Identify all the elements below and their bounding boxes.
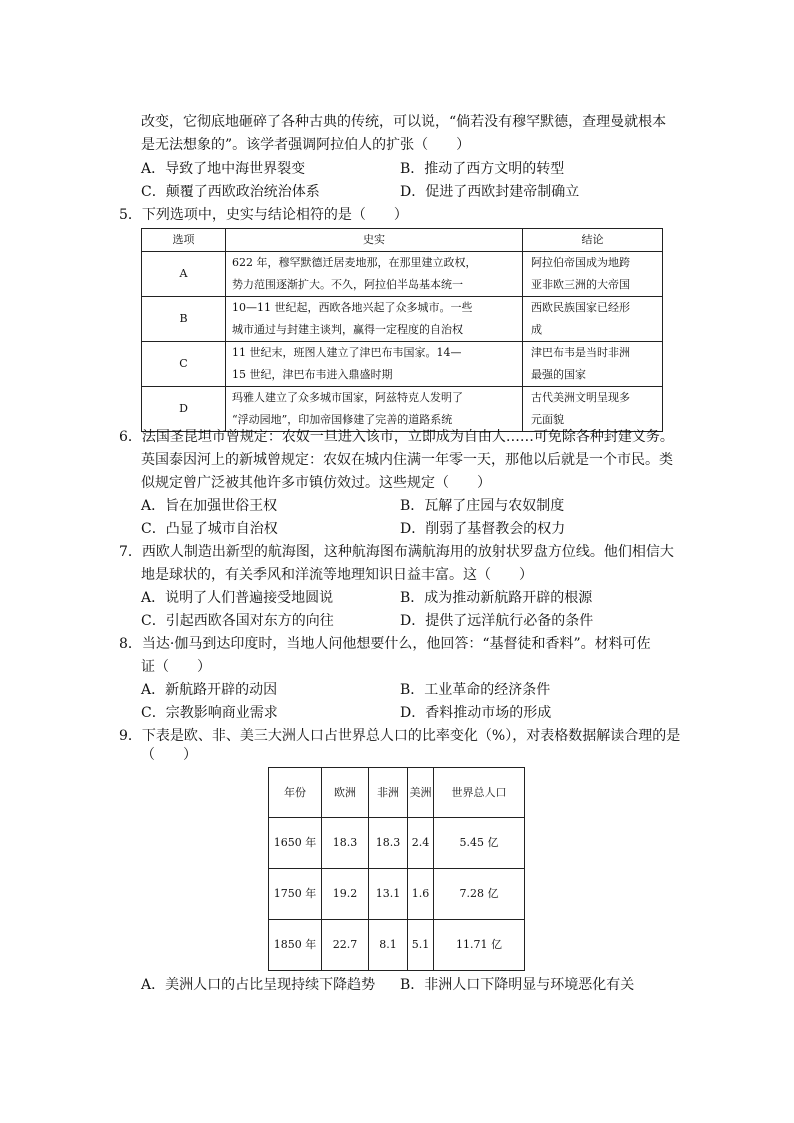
row-option: B [142,297,226,342]
conclusion-line: 最强的国家 [531,368,586,381]
table-row [142,252,663,297]
q6-option-a: A．旨在加强世俗王权 [141,498,278,514]
q6-option-d: D．削弱了基督教会的权力 [400,521,566,537]
table-header-africa: 非洲 [369,768,408,818]
q8-option-c: C．宗教影响商业需求 [141,705,278,721]
q8-option-d: D．香料推动市场的形成 [400,705,552,721]
q6-stem-line1: 6．法国圣昆坦市曾规定：农奴一旦进入该市，立即成为自由人……可免除各种封建义务。 [119,429,674,445]
fact-line: 622 年，穆罕默德迁居麦地那，在那里建立政权， [232,256,477,269]
table-header-america: 美洲 [408,768,434,818]
row-europe: 19.2 [322,869,369,920]
row-fact [226,252,523,297]
q5-table [141,228,663,432]
conclusion-line: 元面貌 [531,413,564,426]
conclusion-line: 西欧民族国家已经形 [531,301,630,314]
row-america: 5.1 [408,920,434,971]
conclusion-line: 阿拉伯帝国成为地跨 [531,256,630,269]
row-world: 5.45 亿 [434,818,525,869]
row-world: 7.28 亿 [434,869,525,920]
table-header-world: 世界总人口 [434,768,525,818]
row-america: 2.4 [408,818,434,869]
q8-option-a: A．新航路开辟的动因 [141,682,278,698]
table-header-europe: 欧洲 [322,768,369,818]
row-conclusion [523,297,663,342]
table-header-row [269,768,525,818]
row-conclusion [523,387,663,432]
table-header-conclusion: 结论 [523,229,663,252]
row-europe: 18.3 [322,818,369,869]
q7-option-d: D．提供了远洋航行必备的条件 [400,613,594,629]
row-world: 11.71 亿 [434,920,525,971]
row-africa: 18.3 [369,818,408,869]
table-row [142,387,663,432]
row-year: 1850 年 [269,920,322,971]
table-row [142,342,663,387]
q8-stem-line1: 8．当达·伽马到达印度时，当地人问他想要什么，他回答：“基督徒和香料”。材料可佐 [119,636,651,652]
fact-line: 15 世纪，津巴布韦进入鼎盛时期 [232,368,393,381]
fact-line: 10—11 世纪起，西欧各地兴起了众多城市。一些 [232,301,473,314]
q7-option-b: B．成为推动新航路开辟的根源 [400,590,593,606]
row-america: 1.6 [408,869,434,920]
row-fact [226,387,523,432]
fact-line: 玛雅人建立了众多城市国家，阿兹特克人发明了 [232,391,463,404]
q6-stem-line3: 似规定曾广泛被其他许多市镇仿效过。这些规定（ ） [141,475,491,491]
row-fact [226,342,523,387]
q4-option-c: C．颠覆了西欧政治统治体系 [141,184,320,200]
row-africa: 13.1 [369,869,408,920]
table-header-row [142,229,663,252]
q4-stem-line2: 是无法想象的”。该学者强调阿拉伯人的扩张（ ） [141,137,471,153]
table-row [269,869,525,920]
table-header-fact: 史实 [226,229,523,252]
q7-option-c: C．引起西欧各国对东方的向往 [141,613,334,629]
row-option: C [142,342,226,387]
q8-stem-line2: 证（ ） [141,659,211,675]
row-fact [226,297,523,342]
q8-option-b: B．工业革命的经济条件 [400,682,551,698]
q4-option-d: D．促进了西欧封建帝制确立 [400,184,580,200]
fact-line: 城市通过与封建主谈判，赢得一定程度的自治权 [232,323,463,336]
table-header-option: 选项 [142,229,226,252]
fact-line: 势力范围逐渐扩大。不久，阿拉伯半岛基本统一 [232,278,463,291]
fact-line: “浮动园地”，印加帝国修建了完善的道路系统 [232,413,453,426]
table-row [269,920,525,971]
table-row [269,818,525,869]
q6-stem-line2: 英国泰因河上的新城曾规定：农奴在城内住满一年零一天，那他以后就是一个市民。类 [141,452,673,468]
q7-stem-line2: 地是球状的，有关季风和洋流等地理知识日益丰富。这（ ） [141,567,533,583]
q6-option-b: B．瓦解了庄园与农奴制度 [400,498,565,514]
table-header-year: 年份 [269,768,322,818]
q9-option-b: B．非洲人口下降明显与环境恶化有关 [400,977,635,993]
row-year: 1750 年 [269,869,322,920]
q9-table [268,767,525,971]
table-row [142,297,663,342]
q9-option-a: A．美洲人口的占比呈现持续下降趋势 [141,977,376,993]
q7-option-a: A．说明了人们普遍接受地圆说 [141,590,334,606]
row-option: A [142,252,226,297]
q4-option-a: A．导致了地中海世界裂变 [141,161,306,177]
row-conclusion [523,342,663,387]
q9-stem-line2: （ ） [141,747,197,763]
fact-line: 11 世纪末，班图人建立了津巴布韦国家。14— [232,346,462,359]
q9-stem-line1: 9．下表是欧、非、美三大洲人口占世界总人口的比率变化（%），对表格数据解读合理的是 [119,728,681,744]
conclusion-line: 古代美洲文明呈现多 [531,391,630,404]
row-option: D [142,387,226,432]
row-europe: 22.7 [322,920,369,971]
q4-option-b: B．推动了西方文明的转型 [400,161,565,177]
row-year: 1650 年 [269,818,322,869]
q4-stem-line1: 改变，它彻底地砸碎了各种古典的传统，可以说，“倘若没有穆罕默德，查理曼就根本 [141,114,667,130]
row-africa: 8.1 [369,920,408,971]
q5-stem: 5．下列选项中，史实与结论相符的是（ ） [119,207,408,223]
conclusion-line: 津巴布韦是当时非洲 [531,346,630,359]
conclusion-line: 成 [531,323,542,336]
conclusion-line: 亚非欧三洲的大帝国 [531,278,630,291]
q7-stem-line1: 7．西欧人制造出新型的航海图，这种航海图布满航海用的放射状罗盘方位线。他们相信大 [119,544,674,560]
row-conclusion [523,252,663,297]
q6-option-c: C．凸显了城市自治权 [141,521,278,537]
